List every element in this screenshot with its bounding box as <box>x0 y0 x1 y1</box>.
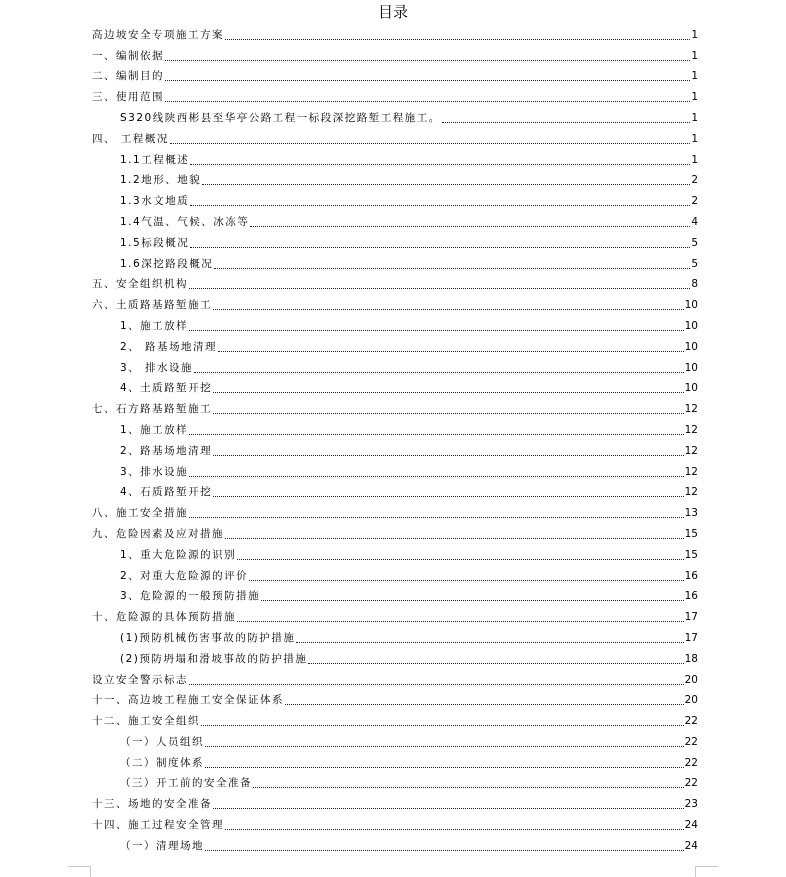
toc-dot-leader <box>218 350 684 352</box>
table-of-contents <box>92 22 698 854</box>
toc-entry[interactable] <box>92 646 698 667</box>
toc-page-number: 12 <box>684 465 698 478</box>
toc-dot-leader <box>205 745 684 747</box>
toc-entry-title[interactable]: （二）制度体系 <box>120 756 204 769</box>
toc-entry[interactable] <box>92 313 698 334</box>
toc-dot-leader <box>189 433 683 435</box>
toc-page-number: 15 <box>684 548 698 561</box>
toc-entry[interactable] <box>92 396 698 417</box>
toc-entry-title[interactable]: 十、危险源的具体预防措施 <box>92 611 236 624</box>
toc-entry-title[interactable]: 二、编制目的 <box>92 70 164 83</box>
toc-page-number: 22 <box>684 777 698 790</box>
toc-entry-title[interactable]: 1、施工放样 <box>120 319 189 332</box>
toc-entry-title[interactable]: 七、石方路基路堑施工 <box>92 403 212 416</box>
toc-entry-title[interactable]: 十二、施工安全组织 <box>92 715 200 728</box>
toc-dot-leader <box>190 246 690 248</box>
toc-dot-leader <box>205 849 684 851</box>
toc-entry-title[interactable]: 三、使用范围 <box>92 91 164 104</box>
toc-dot-leader <box>225 38 690 40</box>
toc-entry[interactable] <box>92 812 698 833</box>
toc-page-number: 17 <box>684 631 698 644</box>
toc-dot-leader <box>202 183 690 185</box>
toc-dot-leader <box>225 537 684 539</box>
toc-dot-leader <box>213 391 683 393</box>
toc-entry-title[interactable]: S320线陕西彬县至华亭公路工程一标段深挖路堑工程施工。 <box>120 111 441 124</box>
toc-page-number: 10 <box>684 361 698 374</box>
toc-entry[interactable] <box>92 459 698 480</box>
toc-entry[interactable] <box>92 126 698 147</box>
toc-entry-title[interactable]: 1.4气温、气候、冰冻等 <box>120 215 250 228</box>
toc-entry-title[interactable]: 六、土质路基路堑施工 <box>92 299 212 312</box>
toc-page-number: 22 <box>684 715 698 728</box>
toc-entry-title[interactable]: 1.6深挖路段概况 <box>120 257 214 270</box>
toc-dot-leader <box>308 662 683 664</box>
toc-entry[interactable] <box>92 251 698 272</box>
toc-entry-title[interactable]: 1.2地形、地貌 <box>120 174 202 187</box>
toc-entry-title[interactable]: 八、施工安全措施 <box>92 507 188 520</box>
toc-page-number: 18 <box>684 652 698 665</box>
toc-dot-leader <box>170 142 690 144</box>
toc-entry[interactable] <box>92 22 698 43</box>
page-title: 目录 <box>377 3 408 21</box>
toc-dot-leader <box>296 641 683 643</box>
toc-page-number: 12 <box>684 403 698 416</box>
toc-dot-leader <box>253 786 684 788</box>
toc-dot-leader <box>189 329 683 331</box>
toc-dot-leader <box>205 766 684 768</box>
toc-entry-title[interactable]: 4、石质路堑开挖 <box>120 486 213 499</box>
toc-entry-title[interactable]: 一、编制依据 <box>92 49 164 62</box>
toc-entry[interactable] <box>92 417 698 438</box>
toc-page-number: 5 <box>691 257 698 270</box>
toc-entry-title[interactable]: 1.3水文地质 <box>120 195 190 208</box>
toc-entry-title[interactable]: 4、土质路堑开挖 <box>120 382 213 395</box>
toc-page-number: 12 <box>684 444 698 457</box>
toc-entry[interactable] <box>92 64 698 85</box>
toc-dot-leader <box>189 683 684 685</box>
toc-page-number: 1 <box>691 28 698 41</box>
toc-dot-leader <box>237 620 684 622</box>
toc-page-number: 1 <box>691 153 698 166</box>
toc-page-number: 10 <box>684 340 698 353</box>
toc-entry-title[interactable]: 高边坡安全专项施工方案 <box>92 28 224 41</box>
toc-entry-title[interactable]: 1.1工程概述 <box>120 153 190 166</box>
toc-dot-leader <box>442 121 691 123</box>
toc-entry-title[interactable]: (2)预防坍塌和滑坡事故的防护措施 <box>120 652 308 665</box>
toc-entry-title[interactable]: 设立安全警示标志 <box>92 673 188 686</box>
toc-entry-title[interactable]: 1、施工放样 <box>120 423 189 436</box>
page-corner-mark-left <box>68 866 91 877</box>
toc-entry-title[interactable]: 十三、场地的安全准备 <box>92 798 212 811</box>
toc-page-number: 20 <box>684 673 698 686</box>
toc-entry-title[interactable]: 2、路基场地清理 <box>120 444 213 457</box>
toc-page-number: 16 <box>684 590 698 603</box>
toc-entry-title[interactable]: 五、安全组织机构 <box>92 278 188 291</box>
toc-entry-title[interactable]: （一）清理场地 <box>120 839 204 852</box>
toc-entry[interactable] <box>92 438 698 459</box>
toc-entry[interactable] <box>92 750 698 771</box>
toc-entry-title[interactable]: （三）开工前的安全准备 <box>120 777 252 790</box>
toc-page-number: 24 <box>684 839 698 852</box>
toc-page-number: 12 <box>684 486 698 499</box>
toc-page-number: 5 <box>691 236 698 249</box>
toc-entry-title[interactable]: 3、排水设施 <box>120 465 189 478</box>
toc-entry[interactable] <box>92 188 698 209</box>
toc-entry[interactable] <box>92 84 698 105</box>
toc-entry-title[interactable]: （一）人员组织 <box>120 735 204 748</box>
toc-dot-leader <box>213 308 684 310</box>
toc-page-number: 24 <box>684 819 698 832</box>
page-corner-mark-right <box>695 866 718 877</box>
toc-dot-leader <box>285 703 684 705</box>
toc-entry[interactable] <box>92 688 698 709</box>
toc-entry[interactable] <box>92 604 698 625</box>
toc-entry[interactable] <box>92 542 698 563</box>
toc-dot-leader <box>213 807 684 809</box>
toc-dot-leader <box>237 558 683 560</box>
toc-page-number: 1 <box>691 111 698 124</box>
toc-entry[interactable] <box>92 480 698 501</box>
toc-page-number: 1 <box>691 132 698 145</box>
toc-entry[interactable] <box>92 334 698 355</box>
toc-dot-leader <box>249 579 683 581</box>
toc-dot-leader <box>213 454 683 456</box>
toc-entry[interactable] <box>92 521 698 542</box>
toc-page-number: 1 <box>691 70 698 83</box>
toc-page-number: 15 <box>684 527 698 540</box>
toc-entry-title[interactable]: 3、危险源的一般预防措施 <box>120 590 261 603</box>
toc-dot-leader <box>194 371 684 373</box>
toc-dot-leader <box>189 475 683 477</box>
toc-entry[interactable] <box>92 147 698 168</box>
toc-entry-title[interactable]: 1.5标段概况 <box>120 236 190 249</box>
toc-entry-title[interactable]: 十四、施工过程安全管理 <box>92 819 224 832</box>
toc-entry[interactable] <box>92 230 698 251</box>
toc-dot-leader <box>201 724 684 726</box>
toc-entry[interactable] <box>92 729 698 750</box>
toc-page-number: 1 <box>691 49 698 62</box>
toc-page-number: 20 <box>684 694 698 707</box>
toc-entry-title[interactable]: 十一、高边坡工程施工安全保证体系 <box>92 694 284 707</box>
toc-page-number: 10 <box>684 299 698 312</box>
toc-entry-title[interactable]: 2、对重大危险源的评价 <box>120 569 249 582</box>
toc-dot-leader <box>213 495 683 497</box>
toc-entry[interactable] <box>92 791 698 812</box>
toc-dot-leader <box>261 599 683 601</box>
toc-entry[interactable] <box>92 292 698 313</box>
toc-entry[interactable] <box>92 376 698 397</box>
toc-page-number: 23 <box>684 798 698 811</box>
toc-page-number: 1 <box>691 91 698 104</box>
toc-entry[interactable] <box>92 563 698 584</box>
toc-page-number: 4 <box>691 215 698 228</box>
toc-entry[interactable] <box>92 625 698 646</box>
toc-entry[interactable] <box>92 355 698 376</box>
toc-entry-title[interactable]: 1、重大危险源的识别 <box>120 548 237 561</box>
toc-dot-leader <box>190 204 690 206</box>
toc-dot-leader <box>189 287 690 289</box>
toc-entry-title[interactable]: 九、危险因素及应对措施 <box>92 527 224 540</box>
toc-dot-leader <box>213 412 684 414</box>
toc-dot-leader <box>225 828 684 830</box>
toc-page-number: 8 <box>691 278 698 291</box>
toc-page-number: 16 <box>684 569 698 582</box>
toc-entry[interactable] <box>92 667 698 688</box>
toc-entry[interactable] <box>92 584 698 605</box>
toc-page-number: 10 <box>684 382 698 395</box>
toc-page-number: 12 <box>684 423 698 436</box>
toc-entry[interactable] <box>92 500 698 521</box>
toc-page-number: 17 <box>684 611 698 624</box>
toc-dot-leader <box>214 267 690 269</box>
toc-page-number: 13 <box>684 507 698 520</box>
toc-entry[interactable] <box>92 105 698 126</box>
toc-page-number: 10 <box>684 319 698 332</box>
toc-entry[interactable] <box>92 43 698 64</box>
toc-page-number: 2 <box>691 174 698 187</box>
toc-entry[interactable] <box>92 833 698 854</box>
toc-entry-title[interactable]: 3、 排水设施 <box>120 361 194 374</box>
toc-dot-leader <box>189 516 684 518</box>
toc-entry[interactable] <box>92 168 698 189</box>
toc-entry[interactable] <box>92 272 698 293</box>
toc-dot-leader <box>250 225 690 227</box>
toc-dot-leader <box>165 79 690 81</box>
toc-entry-title[interactable]: 2、 路基场地清理 <box>120 340 218 353</box>
toc-page-number: 22 <box>684 735 698 748</box>
toc-page-number: 2 <box>691 195 698 208</box>
toc-dot-leader <box>165 59 690 61</box>
toc-entry-title[interactable]: (1)预防机械伤害事故的防护措施 <box>120 631 296 644</box>
toc-entry[interactable] <box>92 771 698 792</box>
toc-entry[interactable] <box>92 708 698 729</box>
toc-entry[interactable] <box>92 209 698 230</box>
toc-entry-title[interactable]: 四、 工程概况 <box>92 132 169 145</box>
toc-dot-leader <box>190 163 690 165</box>
toc-page-number: 22 <box>684 756 698 769</box>
toc-dot-leader <box>165 100 690 102</box>
